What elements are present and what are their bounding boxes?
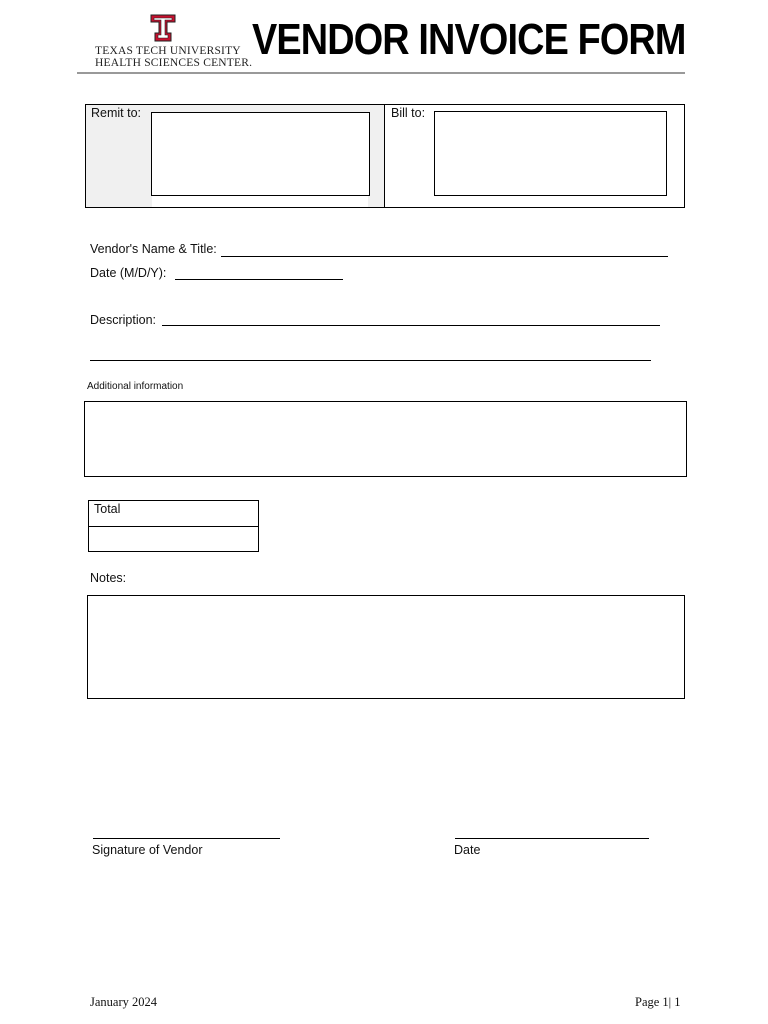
signature-date-field[interactable]	[455, 838, 649, 839]
footer-date: January 2024	[90, 995, 157, 1009]
bill-to-label: Bill to:	[391, 106, 426, 120]
total-field[interactable]	[89, 527, 258, 551]
page-title: VENDOR INVOICE FORM	[252, 15, 686, 64]
date-label: Date (M/D/Y):	[90, 266, 167, 280]
double-t-logo-icon	[150, 14, 176, 42]
description-label: Description:	[90, 313, 156, 327]
bill-to-field[interactable]	[434, 111, 667, 196]
notes-label: Notes:	[90, 571, 127, 585]
header-divider	[77, 72, 685, 74]
logo-text-line2: HEALTH SCIENCES CENTER.	[95, 57, 253, 69]
logo-text-line1: TEXAS TECH UNIVERSITY	[95, 45, 241, 57]
notes-field[interactable]	[87, 595, 685, 699]
description-field-line1[interactable]	[162, 325, 660, 326]
description-field-line2[interactable]	[90, 360, 651, 361]
additional-info-label: Additional information	[87, 381, 184, 392]
remit-to-label: Remit to:	[91, 106, 142, 120]
address-divider	[384, 104, 385, 208]
vendor-signature-field[interactable]	[93, 838, 280, 839]
vendor-name-field[interactable]	[221, 256, 668, 257]
total-label: Total	[94, 502, 121, 516]
vendor-name-label: Vendor's Name & Title:	[90, 242, 217, 256]
footer-page-number: Page 1| 1	[635, 995, 681, 1009]
vendor-signature-label: Signature of Vendor	[92, 843, 203, 857]
signature-date-label: Date	[454, 843, 481, 857]
date-field[interactable]	[175, 279, 343, 280]
additional-info-field[interactable]	[84, 401, 687, 477]
remit-to-field[interactable]	[151, 112, 370, 196]
